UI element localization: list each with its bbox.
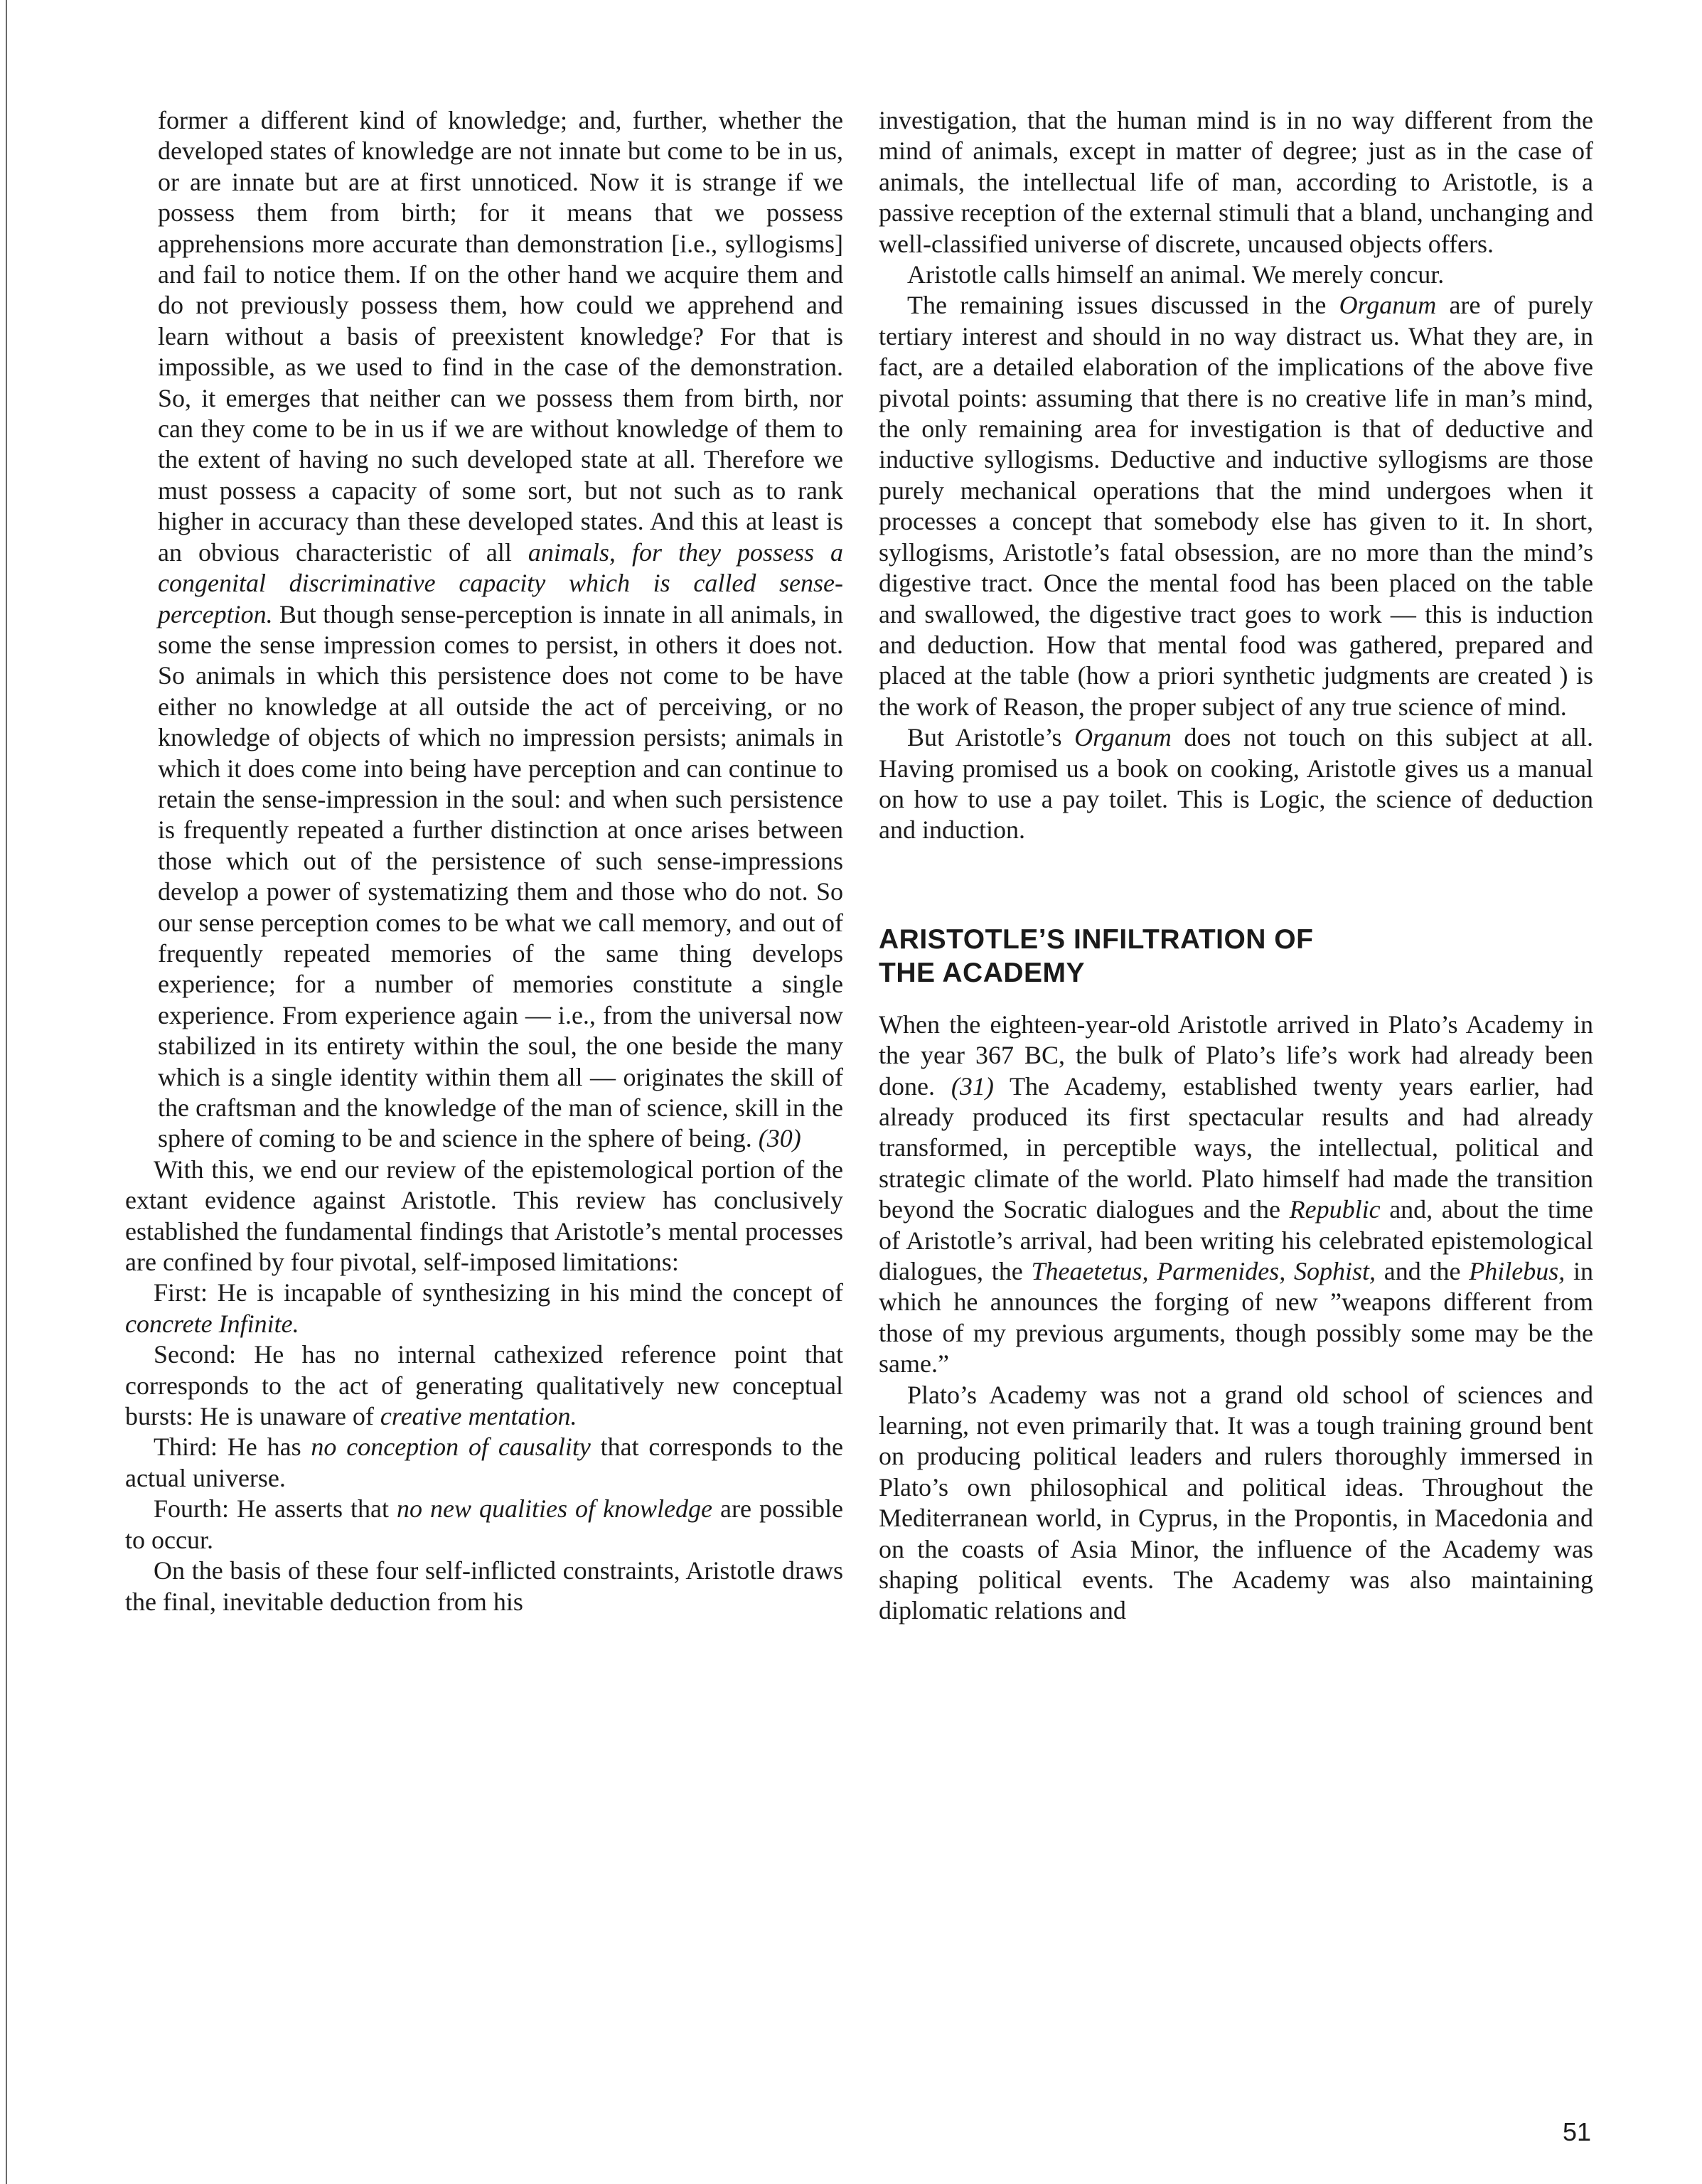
italic-text-run: creative mentation. <box>380 1402 577 1431</box>
page-binding-edge <box>6 0 9 2184</box>
text-run: does not touch on this subject at all. Having promised us a book on cooking, Aristotle gives us a manual on how to use a pay toilet. This is Logic, the science of deduction and induction. <box>879 723 1593 845</box>
left-column <box>125 105 843 1617</box>
text-run: investigation, that the human mind is in no way different from the mind of animals, except in matter of degree; just as in the case of animals, the intellectual life of man, according to Aristotle, is a passive reception of the external stimuli that a bland, unchanging and well-classified universe of discrete, uncaused objects offers. <box>879 106 1593 258</box>
section-heading-line-1: ARISTOTLE’S INFILTRATION OF <box>879 924 1314 955</box>
italic-text-run: Organum <box>1074 723 1172 752</box>
italic-text-run: Republic <box>1289 1195 1381 1224</box>
text-run: are possible to occur. <box>125 1494 843 1554</box>
right-body-paragraphs-bottom <box>879 1010 1593 1627</box>
body-paragraph <box>125 1432 843 1494</box>
body-paragraph <box>879 1010 1593 1380</box>
body-paragraph <box>125 1278 843 1339</box>
text-run: Second: He has no internal cathexized reference point that corresponds to the act of generating qualitatively new conceptual bursts: He is unaware of <box>125 1340 843 1431</box>
page-number: 51 <box>1563 2117 1592 2146</box>
text-run: First: He is incapable of synthesizing in his mind the concept of <box>154 1278 843 1307</box>
right-column <box>879 105 1593 1627</box>
italic-text-run: no conception of causality <box>311 1433 591 1462</box>
body-paragraph <box>879 105 1593 259</box>
body-paragraph <box>125 1556 843 1617</box>
text-run: On the basis of these four self-inflicted constraints, Aristotle draws the final, inevitable deduction from his <box>125 1556 843 1616</box>
body-paragraph <box>879 722 1593 846</box>
italic-text-run: Organum <box>1339 291 1437 320</box>
body-paragraph <box>879 259 1593 290</box>
body-paragraph <box>879 290 1593 722</box>
text-run: The Academy, established twenty years earlier, had already produced its first spectacular results and had already transformed, in perceptible ways, the intellectual, political and strategic climate of the world. Plato himself had made the transition beyond the Socratic dialogues and the <box>879 1071 1593 1224</box>
italic-text-run: Philebus, <box>1469 1257 1565 1285</box>
italic-text-run: (31) <box>951 1071 994 1101</box>
body-paragraph <box>125 1339 843 1432</box>
section-heading <box>879 923 1593 990</box>
section-heading-line-2: THE ACADEMY <box>879 957 1086 988</box>
text-run: former a different kind of knowledge; and, further, whether the developed states of knowledge are not innate but come to be in us, or are innate but are at first unnoticed. Now it is strange if we possess them from birth; for it means that we possess apprehensions more accurate than demonstration [i.e., syllogisms] and fail to notice them. If on the other hand we acquire them and do not previously possess them, how could we apprehend and learn without a basis of preexistent knowledge? For that is impossible, as we used to find in the case of the demonstration. So, it emerges that neither can we possess them from birth, nor can they come to be in us if we are without knowledge of them to the extent of having no such developed state at all. Therefore we must possess a capacity of some sort, but not such as to rank higher in accuracy than these developed states. And this at least is an obvious characteristic of all <box>158 106 843 567</box>
body-paragraph <box>125 1494 843 1556</box>
text-run: With this, we end our review of the epistemological portion of the extant evidence against Aristotle. This review has conclusively established the fundamental findings that Aristotle’s mental processes are confined by four pivotal, self-imposed limitations: <box>125 1155 843 1277</box>
aristotle-quotation-block <box>125 105 843 1155</box>
text-run: and the <box>1375 1257 1470 1285</box>
text-run: Aristotle calls himself an animal. We merely concur. <box>907 260 1445 289</box>
text-run: Fourth: He asserts that <box>154 1494 397 1524</box>
text-run: that corresponds to the actual universe. <box>125 1433 843 1492</box>
italic-text-run: (30) <box>758 1124 801 1153</box>
text-run: and, about the time of Aristotle’s arrival, had been writing his celebrated epistemological dialogues, the <box>879 1195 1593 1285</box>
italic-text-run: no new qualities of knowledge <box>397 1494 713 1524</box>
text-run: Plato’s Academy was not a grand old school of sciences and learning, not even primarily that. It was a tough training ground bent on producing political leaders and rulers thoroughly immersed in Plato’s own philosophical and political ideas. Throughout the Mediterranean world, in Cyprus, in the Propontis, in Macedonia and on the coasts of Asia Minor, the influence of the Academy was shaping political events. The Academy was also maintaining diplomatic relations and <box>879 1380 1593 1625</box>
text-run: But though sense-perception is innate in all animals, in some the sense impression comes to persist, in others it does not. So animals in which this persistence does not come to be have either no knowledge at all outside the act of perceiving, or no knowledge of objects of which no impression persists; animals in which it does come into being have perception and can continue to retain the sense-impression in the soul: and when such persistence is frequently repeated a further distinction at once arises between those which out of the persistence of such sense-impressions develop a power of systematizing them and those who do not. So our sense perception comes to be what we call memory, and out of frequently repeated memories of the same thing develops experience; for a number of memories constitute a single experience. From experience again — i.e., from the universal now stabilized in its entirety within the soul, the one beside the many which is a single identity within them all — originates the skill of the craftsman and the knowledge of the man of science, skill in the sphere of coming to be and science in the sphere of being. <box>158 599 843 1153</box>
text-run: Third: He has <box>154 1433 311 1462</box>
body-paragraph <box>879 1380 1593 1627</box>
body-paragraph <box>125 1155 843 1278</box>
text-run: But Aristotle’s <box>907 723 1075 752</box>
text-run: in which he announces the forging of new ”weapons different from those of my previous arguments, though possibly some may be the same.” <box>879 1257 1593 1379</box>
right-body-paragraphs-top <box>879 105 1593 846</box>
left-body-paragraphs <box>125 1155 843 1617</box>
italic-text-run: Theaetetus, Parmenides, Sophist, <box>1031 1257 1376 1285</box>
text-run: are of purely tertiary interest and should in no way distract us. What they are, in fact, are a detailed elaboration of the implications of the above five pivotal points: assuming that there is no creative life in man’s mind, the only remaining area for investigation is that of deductive and inductive syllogisms. Deductive and inductive syllogisms are those purely mechanical operations that the mind undergoes when it processes a concept that somebody else has given to it. In short, syllogisms, Aristotle’s fatal obsession, are no more than the mind’s digestive tract. Once the mental food has been placed on the table and swallowed, the digestive tract goes to work — this is induction and deduction. How that mental food was gathered, prepared and placed at the table (how a priori synthetic judgments are created ) is the work of Reason, the proper subject of any true science of mind. <box>879 291 1593 721</box>
italic-text-run: animals, for they possess a congenital discriminative capacity which is called sense-perception. <box>158 537 843 628</box>
text-run: When the eighteen-year-old Aristotle arrived in Plato’s Academy in the year 367 BC, the bulk of Plato’s life’s work had already been done. <box>879 1010 1593 1101</box>
italic-text-run: concrete Infinite. <box>125 1309 299 1338</box>
text-run: The remaining issues discussed in the <box>907 291 1339 320</box>
